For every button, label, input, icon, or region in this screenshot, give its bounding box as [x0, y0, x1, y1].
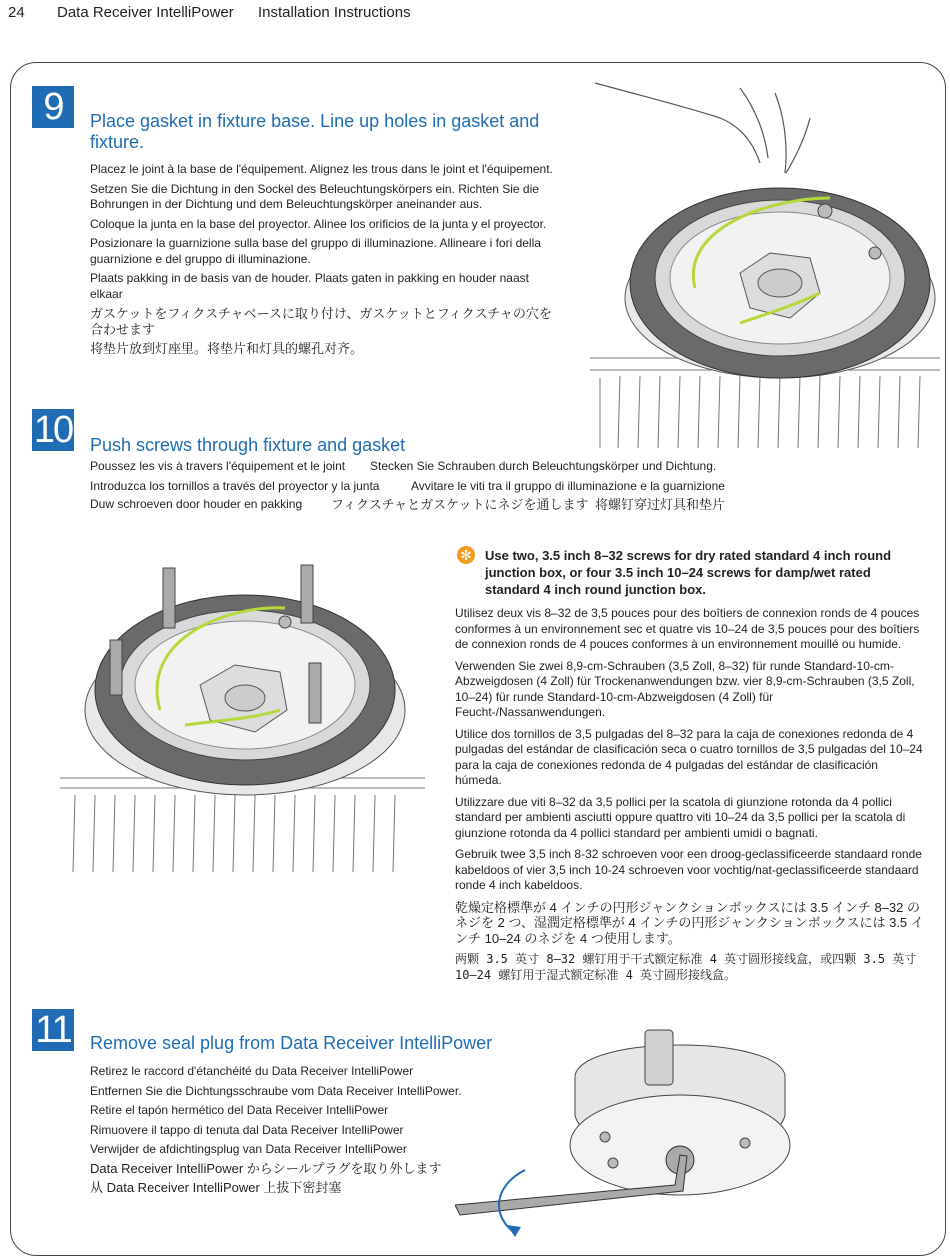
- section-name: Installation Instructions: [258, 4, 411, 21]
- gasket-fixture-illustration: [590, 78, 942, 448]
- step-11-title: Remove seal plug from Data Receiver IntelliPower: [90, 1033, 493, 1053]
- step-10-text-zh: 将螺钉穿过灯具和垫片: [595, 497, 726, 512]
- step-9-line: ガスケットをフィクスチャベースに取り付け、ガスケットとフィクスチャの穴を合わせます: [90, 306, 552, 337]
- seal-plug-illustration: [455, 1015, 835, 1240]
- step-10-row-3: [90, 497, 930, 512]
- step-11-line: Data Receiver IntelliPower からシールプラグを取り外します: [90, 1160, 442, 1176]
- step-9-line: Posizionare la guarnizione sulla base del gruppo di illuminazione. Allineare i fori della guarnizione e del gruppo di illuminazione.: [90, 236, 541, 266]
- screw-note-line: Utilisez deux vis 8–32 de 3,5 pouces pour des boîtiers de connexion ronds de 4 pouces conformes à un environnement sec et quatre vis 10–24 de 3,5 pouces pour des boîtiers de connexion ronds de 4 pouces conformes à un environnement mouillé ou humide.: [455, 606, 920, 651]
- step-10-row-1: [90, 459, 930, 474]
- step-11-line: Retire el tapón hermético del Data Receiver IntelliPower: [90, 1103, 389, 1117]
- step-9-line: Setzen Sie die Dichtung in den Sockel des Beleuchtungskörpers ein. Richten Sie die Bohrungen in der Dichtung und dem Beleuchtungskörper aneinander aus.: [90, 181, 539, 211]
- step-10-text-de: Stecken Sie Schrauben durch Beleuchtungskörper und Dichtung.: [370, 459, 717, 473]
- step-9-line: Placez le joint à la base de l'équipement. Alignez les trous dans le joint et l'équipement.: [90, 162, 553, 176]
- screw-note-line: Utilice dos tornillos de 3,5 pulgadas del 8–32 para la caja de conexiones redonda de 4 pulgadas del estándar de clasificación seca o cuatro tornillos de 3,5 pulgadas del 10–24 para la caja de conexiones redonda de 4 pulgadas del estándar de clasificación húmeda.: [455, 726, 923, 787]
- step-10-text-nl: Duw schroeven door houder en pakking: [90, 497, 303, 511]
- step-10-title: Push screws through fixture and gasket: [90, 435, 406, 455]
- screw-note-line: Utilizzare due viti 8–32 da 3,5 pollici per la scatola di giunzione rotonda da 4 pollici standard per ambienti asciutti oppure quattro viti 10–24 da 3,5 pollici per la scatola di giunzione rotonda da 4 pollici standard per ambienti umidi o bagnati.: [455, 794, 906, 840]
- step-9-line: 将垫片放到灯座里。将垫片和灯具的螺孔对齐。: [90, 341, 364, 356]
- step-11-number: 11: [32, 1009, 74, 1051]
- step-9-text: [90, 162, 560, 361]
- product-name: Data Receiver IntelliPower: [57, 4, 234, 21]
- step-11-line: Rimuovere il tappo di tenuta dal Data Receiver IntelliPower: [90, 1122, 404, 1137]
- step-10-text-es: Introduzca los tornillos a través del proyector y la junta: [90, 479, 380, 493]
- step-9-title: Place gasket in fixture base. Line up holes in gasket and fixture.: [90, 111, 540, 152]
- page-number: 24: [8, 4, 25, 21]
- step-10-text-it: Avvitare le viti tra il gruppo di illuminazione e la guarnizione: [411, 479, 725, 493]
- step-10-text-fr: Poussez les vis à travers l'équipement et le joint: [90, 459, 346, 473]
- screw-note-text: [455, 606, 925, 987]
- screw-note-line: Verwenden Sie zwei 8,9-cm-Schrauben (3,5 Zoll, 8–32) für runde Standard-10-cm-Abzweigdosen (4 Zoll) für Trockenanwendungen bzw. vier 8,9-cm-Schrauben (3,5 Zoll, 10–24) für runde Standard-10-cm-Abzweigdosen (4 Zoll) für Feucht-/Nassanwendungen.: [455, 658, 915, 719]
- step-11-line: 从 Data Receiver IntelliPower 上拔下密封塞: [90, 1180, 342, 1195]
- screws-fixture-illustration: [55, 560, 430, 875]
- asterisk-icon: ✻: [457, 546, 475, 564]
- step-9-line: Coloque la junta en la base del proyector. Alinee los orificios de la junta y el proyector.: [90, 216, 547, 231]
- step-9-line: Plaats pakking in de basis van de houder. Plaats gaten in pakking en houder naast elkaar: [90, 271, 529, 301]
- step-10-row-2: [90, 479, 930, 494]
- screw-note-heading: Use two, 3.5 inch 8–32 screws for dry rated standard 4 inch round junction box, or four 3.5 inch 10–24 screws for damp/wet rated standard 4 inch round junction box.: [485, 548, 892, 597]
- screw-note-line: Gebruik twee 3,5 inch 8-32 schroeven voor een droog-geclassificeerde standaard ronde kabeldoos of vier 3,5 inch 10-24 schroeven voor vochtig/nat-geclassificeerde standaard ronde 4 inch kabeldoos.: [455, 847, 922, 892]
- step-9-number: 9: [32, 86, 74, 128]
- step-11-line: Retirez le raccord d'étanchéité du Data Receiver IntelliPower: [90, 1064, 414, 1078]
- step-10-text-ja: フィクスチャとガスケットにネジを通します: [331, 497, 589, 512]
- screw-note-line: 乾燥定格標準が 4 インチの円形ジャンクションボックスには 3.5 インチ 8–32 のネジを 2 つ、湿潤定格標準が 4 インチの円形ジャンクションボックスには 3.5 インチ 10–24 のネジを 4 つ使用します。: [455, 899, 924, 946]
- step-11-line: Entfernen Sie die Dichtungsschraube vom Data Receiver IntelliPower.: [90, 1083, 462, 1098]
- screw-note-line: 两颗 3.5 英寸 8–32 螺钉用于干式额定标准 4 英寸圆形接线盒，或四颗 3.5 英寸 10–24 螺钉用于湿式额定标准 4 英寸圆形接线盒。: [455, 952, 917, 982]
- step-11-text: [90, 1063, 490, 1200]
- step-10-number: 10: [33, 408, 73, 451]
- step-11-line: Verwijder de afdichtingsplug van Data Receiver IntelliPower: [90, 1142, 407, 1156]
